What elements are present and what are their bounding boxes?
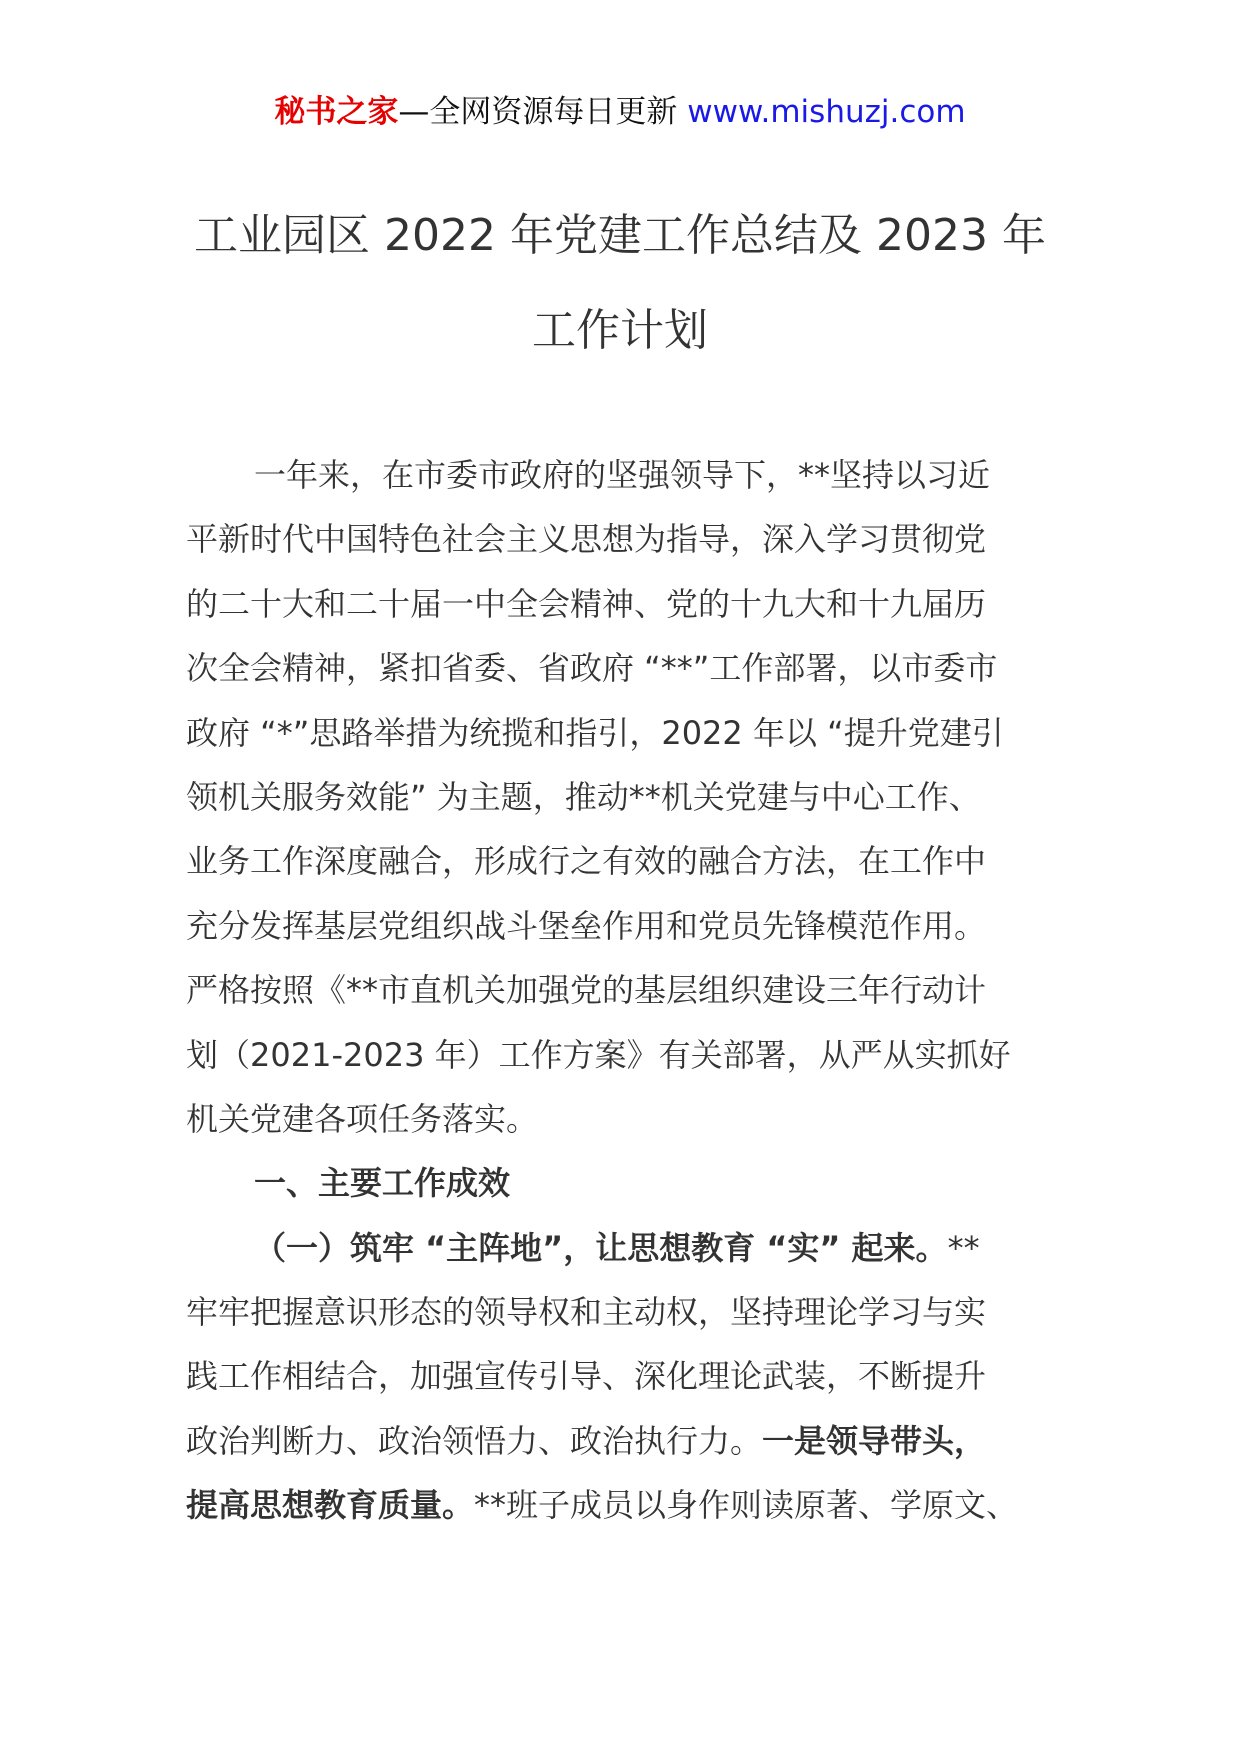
intro-line: 机关党建各项任务落实。 (186, 1099, 539, 1138)
site-tagline: —全网资源每日更新 (398, 94, 678, 130)
section-heading: 一、主要工作成效 (254, 1164, 511, 1203)
subsection-heading: （一）筑牢 “主阵地”，让思想教育 “实” 起来。 (254, 1228, 948, 1267)
site-url-link[interactable]: www.mishuzj.com (687, 94, 966, 130)
subsection-line: 牢牢把握意识形态的领导权和主动权，坚持理论学习与实 (186, 1293, 987, 1332)
intro-line: 一年来，在市委市政府的坚强领导下，**坚持以习近 (254, 456, 991, 494)
document-title (120, 188, 1120, 378)
intro-line: 次全会精神，紧扣省委、省政府 “**”工作部署，以市委市 (186, 649, 998, 688)
point-heading: 一是领导带头， (762, 1421, 987, 1460)
intro-line: 划（2021-2023 年）工作方案》有关部署，从严从实抓好 (186, 1035, 1011, 1074)
document-body (186, 443, 1066, 1538)
intro-line: 平新时代中国特色社会主义思想为指导，深入学习贯彻党 (186, 520, 987, 559)
intro-line: 业务工作深度融合，形成行之有效的融合方法，在工作中 (186, 842, 987, 881)
intro-line: 严格按照《**市直机关加强党的基层组织建设三年行动计 (186, 971, 987, 1010)
intro-line: 政府 “*”思路举措为统揽和指引，2022 年以 “提升党建引 (186, 713, 1004, 752)
site-header (0, 92, 1240, 132)
point-heading-continued: 提高思想教育质量。 (186, 1486, 475, 1525)
subsection-text: 政治判断力、政治领悟力、政治执行力。 (186, 1421, 763, 1460)
subsection-first-line (186, 1216, 1066, 1280)
subsection-text: **班子成员以身作则读原著、学原文、 (474, 1486, 1019, 1525)
subsection-line: 践工作相结合，加强宣传引导、深化理论武装，不断提升 (186, 1357, 987, 1396)
intro-line: 充分发挥基层党组织战斗堡垒作用和党员先锋模范作用。 (186, 906, 987, 945)
subsection-line (186, 1409, 1066, 1473)
subsection-lead: ** (947, 1228, 980, 1267)
subsection-line (186, 1473, 1066, 1537)
title-line-1: 工业园区 2022 年党建工作总结及 2023 年 (194, 210, 1046, 261)
site-brand: 秘书之家 (274, 94, 399, 130)
intro-line: 的二十大和二十届一中全会精神、党的十九大和十九届历 (186, 584, 987, 623)
intro-line: 领机关服务效能” 为主题，推动**机关党建与中心工作、 (186, 777, 981, 816)
title-line-2: 工作计划 (532, 305, 708, 356)
